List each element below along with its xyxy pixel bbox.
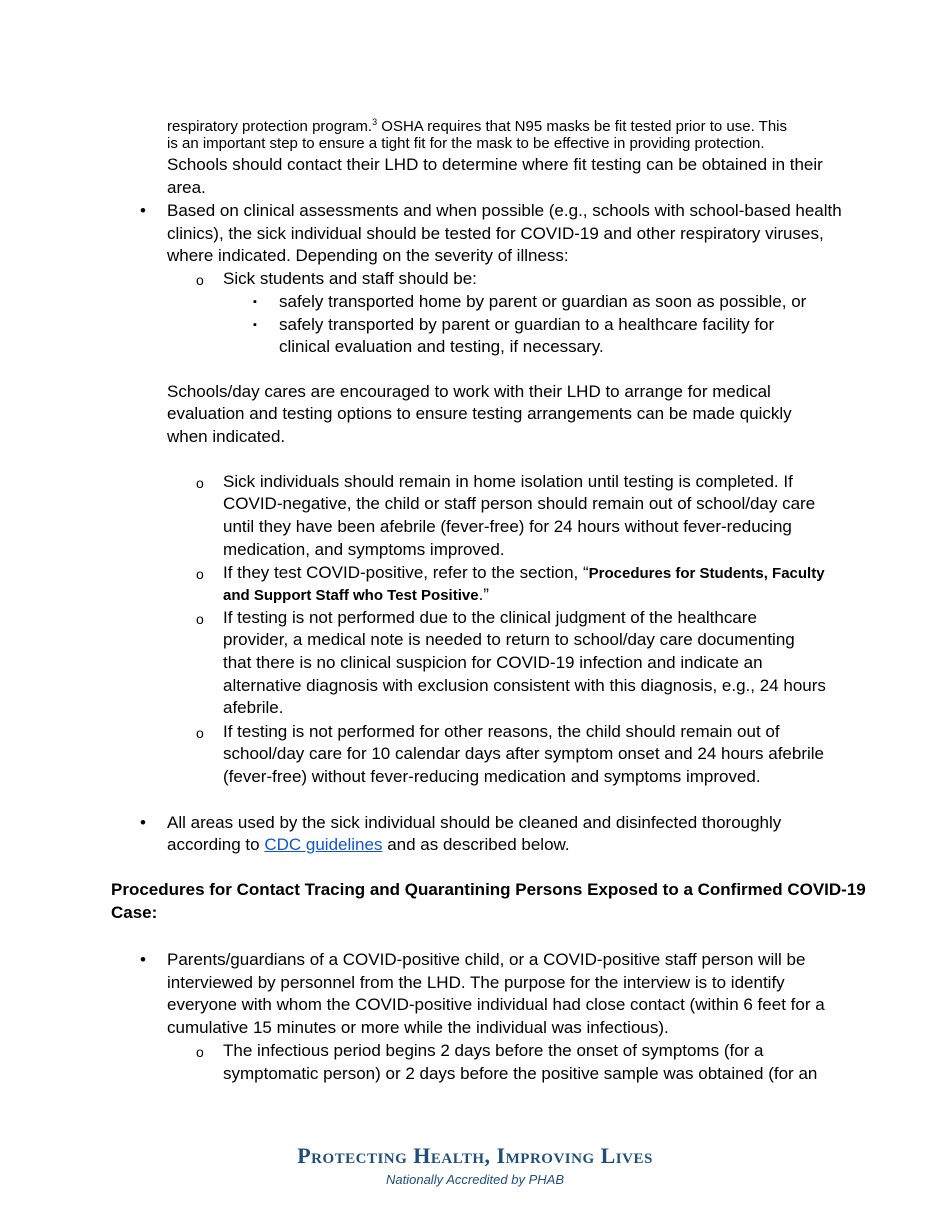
section-reference-bold: and Support Staff who Test Positive <box>223 587 479 604</box>
sub-a-line-1: Sick individuals should remain in home isolation until testing is completed. If <box>223 472 793 491</box>
bullet-dot-icon: • <box>140 950 146 969</box>
bullet1-line-3: where indicated. Depending on the severity of illness: <box>167 246 569 265</box>
paragraph-line-2: evaluation and testing options to ensure testing arrangements can be made quickly <box>167 404 792 423</box>
sub-c-line-3: that there is no clinical suspicion for COVID-19 infection and indicate an <box>223 653 763 672</box>
sub-b-text: If they test COVID-positive, refer to the section, “ <box>223 563 589 582</box>
bullet-square-icon: ▪ <box>253 319 257 331</box>
bullet3-sub-line-1: The infectious period begins 2 days before the onset of symptoms (for a <box>223 1041 764 1060</box>
footnote-ref[interactable]: 3 <box>372 117 378 127</box>
sub-c-line-5: afebrile. <box>223 698 284 717</box>
bullet2-line-1: All areas used by the sick individual should be cleaned and disinfected thoroughly <box>167 813 782 832</box>
bullet2-text: and as described below. <box>382 835 570 854</box>
bullet1-sub-1: Sick students and staff should be: <box>223 269 477 288</box>
bullet1-line-2: clinics), the sick individual should be tested for COVID-19 and other respiratory viruses, <box>167 224 824 243</box>
bullet3-line-4: cumulative 15 minutes or more while the individual was infectious). <box>167 1018 669 1037</box>
bullet1-subsub-2-line-1: safely transported by parent or guardian to a healthcare facility for <box>279 315 775 334</box>
intro-text: respiratory protection program. <box>167 118 373 135</box>
paragraph-line-3: when indicated. <box>167 427 286 446</box>
bullet-circle-icon: o <box>196 475 204 491</box>
bullet1-line-1: Based on clinical assessments and when possible (e.g., schools with school-based health <box>167 201 842 220</box>
sub-b-line-2 <box>223 584 489 608</box>
section-heading-line-1: Procedures for Contact Tracing and Quarantining Persons Exposed to a Confirmed COVID-19 <box>111 880 866 899</box>
sub-d-line-3: (fever-free) without fever-reducing medication and symptoms improved. <box>223 767 761 786</box>
bullet2-text: according to <box>167 835 265 854</box>
sub-a-line-2: COVID-negative, the child or staff person should remain out of school/day care <box>223 494 816 513</box>
sub-b-text: .” <box>478 585 489 604</box>
bullet-circle-icon: o <box>196 611 204 627</box>
sub-c-line-4: alternative diagnosis with exclusion consistent with this diagnosis, e.g., 24 hours <box>223 676 826 695</box>
sub-a-line-3: until they have been afebrile (fever-free) for 24 hours without fever-reducing <box>223 517 792 536</box>
footer-accreditation: Nationally Accredited by PHAB <box>386 1172 564 1187</box>
bullet-dot-icon: • <box>140 201 146 220</box>
footer-tagline: Protecting Health, Improving Lives <box>297 1143 653 1168</box>
section-reference-bold: Procedures for Students, Faculty <box>588 565 825 582</box>
bullet1-subsub-1: safely transported home by parent or guardian as soon as possible, or <box>279 292 807 311</box>
sub-a-line-4: medication, and symptoms improved. <box>223 540 505 559</box>
bullet-circle-icon: o <box>196 566 204 582</box>
bullet-circle-icon: o <box>196 725 204 741</box>
intro-line-3: Schools should contact their LHD to determine where fit testing can be obtained in their <box>167 155 823 174</box>
cdc-guidelines-link[interactable]: CDC guidelines <box>264 835 383 854</box>
sub-c-line-2: provider, a medical note is needed to return to school/day care documenting <box>223 630 795 649</box>
bullet-circle-icon: o <box>196 272 204 288</box>
sub-d-line-1: If testing is not performed for other reasons, the child should remain out of <box>223 722 780 741</box>
bullet-circle-icon: o <box>196 1044 204 1060</box>
bullet3-line-3: everyone with whom the COVID-positive individual had close contact (within 6 feet for a <box>167 995 825 1014</box>
bullet3-line-2: interviewed by personnel from the LHD. The purpose for the interview is to identify <box>167 973 785 992</box>
bullet1-subsub-2-line-2: clinical evaluation and testing, if necessary. <box>279 337 604 356</box>
sub-b-line-1 <box>223 562 825 586</box>
bullet3-sub-line-2: symptomatic person) or 2 days before the positive sample was obtained (for an <box>223 1064 818 1083</box>
bullet-square-icon: ▪ <box>253 296 257 308</box>
bullet-dot-icon: • <box>140 813 146 832</box>
intro-line-2: is an important step to ensure a tight fit for the mask to be effective in providing protection. <box>167 135 765 152</box>
paragraph-line-1: Schools/day cares are encouraged to work with their LHD to arrange for medical <box>167 382 771 401</box>
intro-line-4: area. <box>167 178 206 197</box>
intro-text: OSHA requires that N95 masks be fit tested prior to use. This <box>377 118 788 135</box>
section-heading-line-2: Case: <box>111 903 158 922</box>
bullet3-line-1: Parents/guardians of a COVID-positive child, or a COVID-positive staff person will be <box>167 950 806 969</box>
sub-d-line-2: school/day care for 10 calendar days after symptom onset and 24 hours afebrile <box>223 744 825 763</box>
bullet2-line-2 <box>167 834 570 857</box>
sub-c-line-1: If testing is not performed due to the clinical judgment of the healthcare <box>223 608 757 627</box>
